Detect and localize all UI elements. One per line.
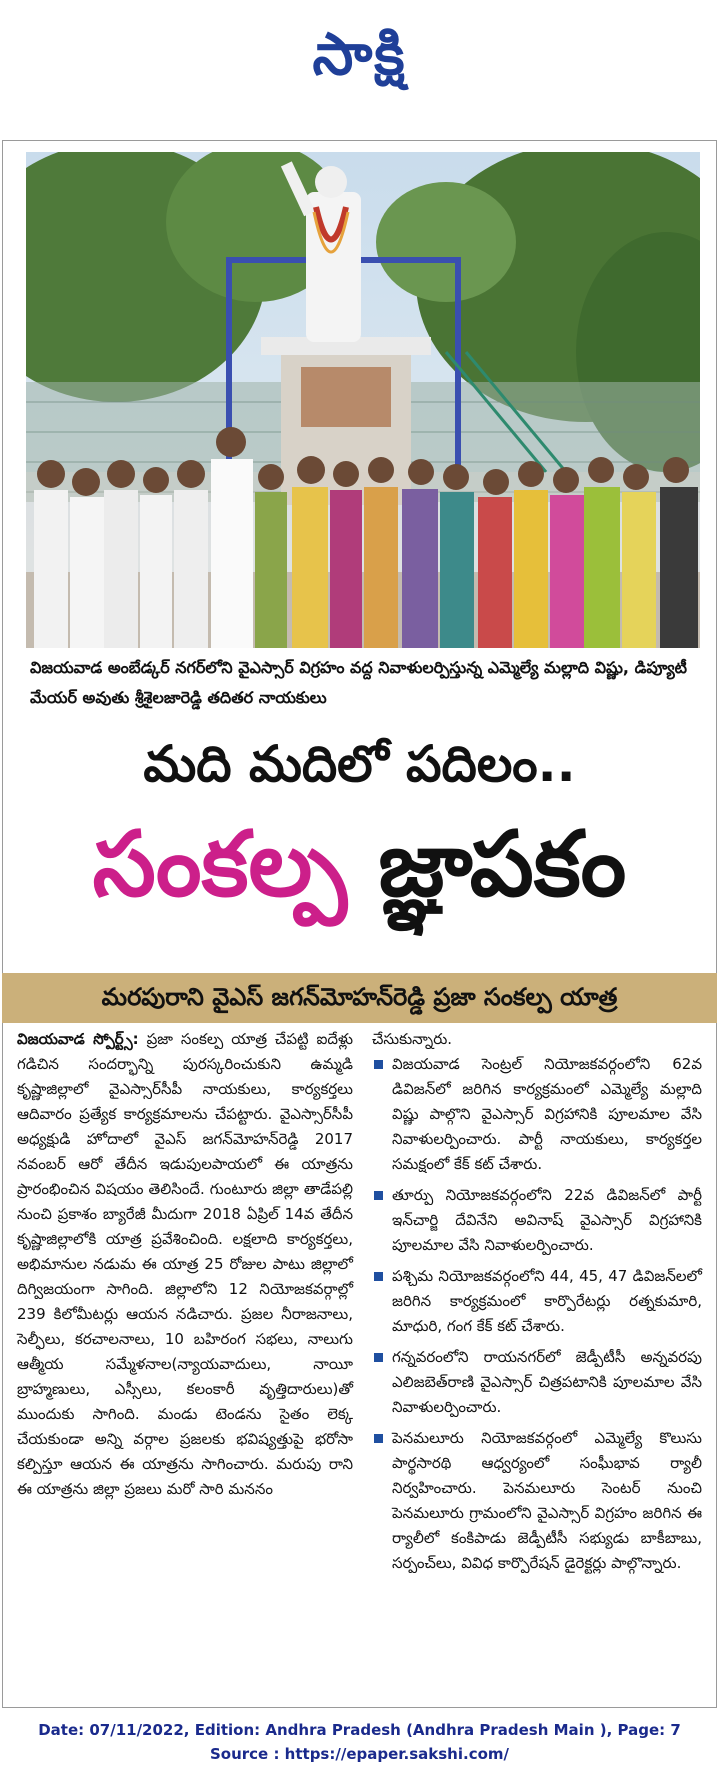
strap-banner <box>2 973 717 1023</box>
edition-info: Date: 07/11/2022, Edition: Andhra Pradesh (Andhra Pradesh Main ), Page: 7 <box>38 1721 681 1739</box>
bullet-square-icon <box>374 1272 383 1281</box>
article-continuation: చేసుకున్నారు. <box>372 1030 453 1048</box>
news-photo <box>26 152 700 648</box>
list-item-text: తూర్పు నియోజకవర్గంలోని 22వ డివిజన్‌లో పార్టీ ఇన్‌చార్జి దేవినేని అవినాష్ వైఎస్సార్ విగ్రహానికి పూలమాల వేసి నివాళులర్పించారు. <box>392 1186 702 1254</box>
bullet-square-icon <box>374 1060 383 1069</box>
masthead <box>0 0 719 138</box>
strap-text: మరపురాని వైఎస్ జగన్‌మోహన్‌రెడ్డి ప్రజా సంకల్ప యాత్ర <box>101 983 618 1011</box>
headline-kicker: మది మదిలో పదిలం.. <box>143 735 576 793</box>
edition-footer <box>0 1718 719 1766</box>
article-byline: విజయవాడ స్పోర్ట్స్: <box>17 1030 139 1048</box>
list-item <box>372 1052 702 1177</box>
list-item <box>372 1264 702 1339</box>
bullet-square-icon <box>374 1353 383 1362</box>
article-column-left <box>17 1027 353 1502</box>
bullet-square-icon <box>374 1191 383 1200</box>
photo-caption: విజయవాడ అంబేడ్కర్ నగర్‌లోని వైఎస్సార్ విగ్రహం వద్ద నివాళులర్పిస్తున్న ఎమ్మెల్యే మల్లాది విష్ణు, డిప్యూటీ మేయర్ అవుతు శ్రీశైలజారెడ్డి తదితర నాయకులు <box>30 658 688 707</box>
list-item <box>372 1426 702 1576</box>
article-body-text: ప్రజా సంకల్ప యాత్ర చేపట్టి ఐదేళ్లు గడిచిన సందర్భాన్ని పురస్కరించుకుని ఉమ్మడి కృష్ణాజిల్లాలో వైఎస్సార్‌సీపీ నాయకులు, కార్యకర్తలు ఆదివారం ప్రత్యేక కార్యక్రమాలను చేపట్టారు. వైఎస్సార్‌సీపీ అధ్యక్షుడి హోదాలో వైఎస్ జగన్‌మోహన్‌రెడ్డి 2017 నవంబర్ ఆరో తేదీన ఇడుపులపాయలో ఈ యాత్రను ప్రారంభించిన విషయం తెలిసిందే. గుంటూరు జిల్లా తాడేపల్లి నుంచి ప్రకాశం బ్యారేజీ మీదుగా 2018 ఏప్రిల్ 14వ తేదీన కృష్ణాజిల్లాలోకి యాత్ర ప్రవేశించింది. లక్షలాది కార్యకర్తలు, అభిమానుల నడుమ ఈ యాత్ర 25 రోజుల పాటు జిల్లాలో దిగ్విజయంగా సాగింది. జిల్లాలోని 12 నియోజకవర్గాల్లో 239 కిలోమీటర్లు ఆయన నడిచారు. ప్రజల నీరాజనాలు, సెల్ఫీలు, కరచాలనాలు, 10 బహిరంగ సభలు, నాలుగు ఆత్మీయ సమ్మేళనాల(న్యాయవాదులు, నాయీ బ్రాహ్మణులు, ఎస్సీలు, కలంకారీ వృత్తిదారులు)తో ముందుకు సాగింది. మండు టెండను సైతం లెక్క చేయకుండా అన్ని వర్గాల ప్రజలకు భవిష్యత్తుపై భరోసా కల్పిస్తూ ఆయన ఈ యాత్రను సాగించారు. మరుపు రాని ఈ యాత్రను జిల్లా ప్రజలు మరో సారి మననం <box>17 1030 353 1498</box>
statue-garlanding-photo-icon <box>26 152 700 648</box>
list-item-text: పశ్చిమ నియోజకవర్గంలోని 44, 45, 47 డివిజన్‌లలో జరిగిన కార్యక్రమంలో కార్పొరేటర్లు రత్నకుమారి, మాధురి, గంగ కేక్ కట్ చేశారు. <box>392 1267 702 1335</box>
list-item-text: గన్నవరంలోని రాయనగర్‌లో జెడ్పీటీసీ అన్నవరపు ఎలిజబెత్‌రాణి వైఎస్సార్ చిత్రపటానికి పూలమాల వేసి నివాళులర్పించారు. <box>392 1348 702 1416</box>
bullet-square-icon <box>374 1434 383 1443</box>
list-item <box>372 1183 702 1258</box>
list-item-text: పెనమలూరు నియోజకవర్గంలో ఎమ్మెల్యే కొలుసు పార్థసారథి ఆధ్వర్యంలో సంఘీభావ ర్యాలీ నిర్వహించారు. పెనమలూరు సెంటర్ నుంచి పెనమలూరు గ్రామంలోని వైఎస్సార్ విగ్రహం జరిగిన ఈ ర్యాలీలో కంకిపాడు జెడ్పీటీసీ సభ్యుడు బాకీబాబు, సర్పంచ్‌లు, వివిధ కార్పొరేషన్ డైరెక్టర్లు పాల్గొన్నారు. <box>392 1429 702 1572</box>
headline-main <box>0 812 719 939</box>
list-item-text: విజయవాడ సెంట్రల్ నియోజకవర్గంలోని 62వ డివిజన్‌లో జరిగిన కార్యక్రమంలో ఎమ్మెల్యే మల్లాది విష్ణు పాల్గొని వైఎస్సార్ విగ్రహానికి పూలమాల వేసి నివాళులర్పించారు. పార్టీ నాయకులు, కార్యకర్తల సమక్షంలో కేక్ కట్ చేశారు. <box>392 1055 702 1173</box>
sakshi-logo: సాక్షి <box>312 20 407 88</box>
source-link[interactable]: Source : https://epaper.sakshi.com/ <box>209 1745 509 1763</box>
headline-main-black: జ్ఞాపకం <box>378 812 627 917</box>
article-column-right <box>372 1027 702 1582</box>
list-item <box>372 1345 702 1420</box>
article-body <box>17 1027 353 1502</box>
headline-main-pink: సంకల్ప <box>92 812 348 917</box>
